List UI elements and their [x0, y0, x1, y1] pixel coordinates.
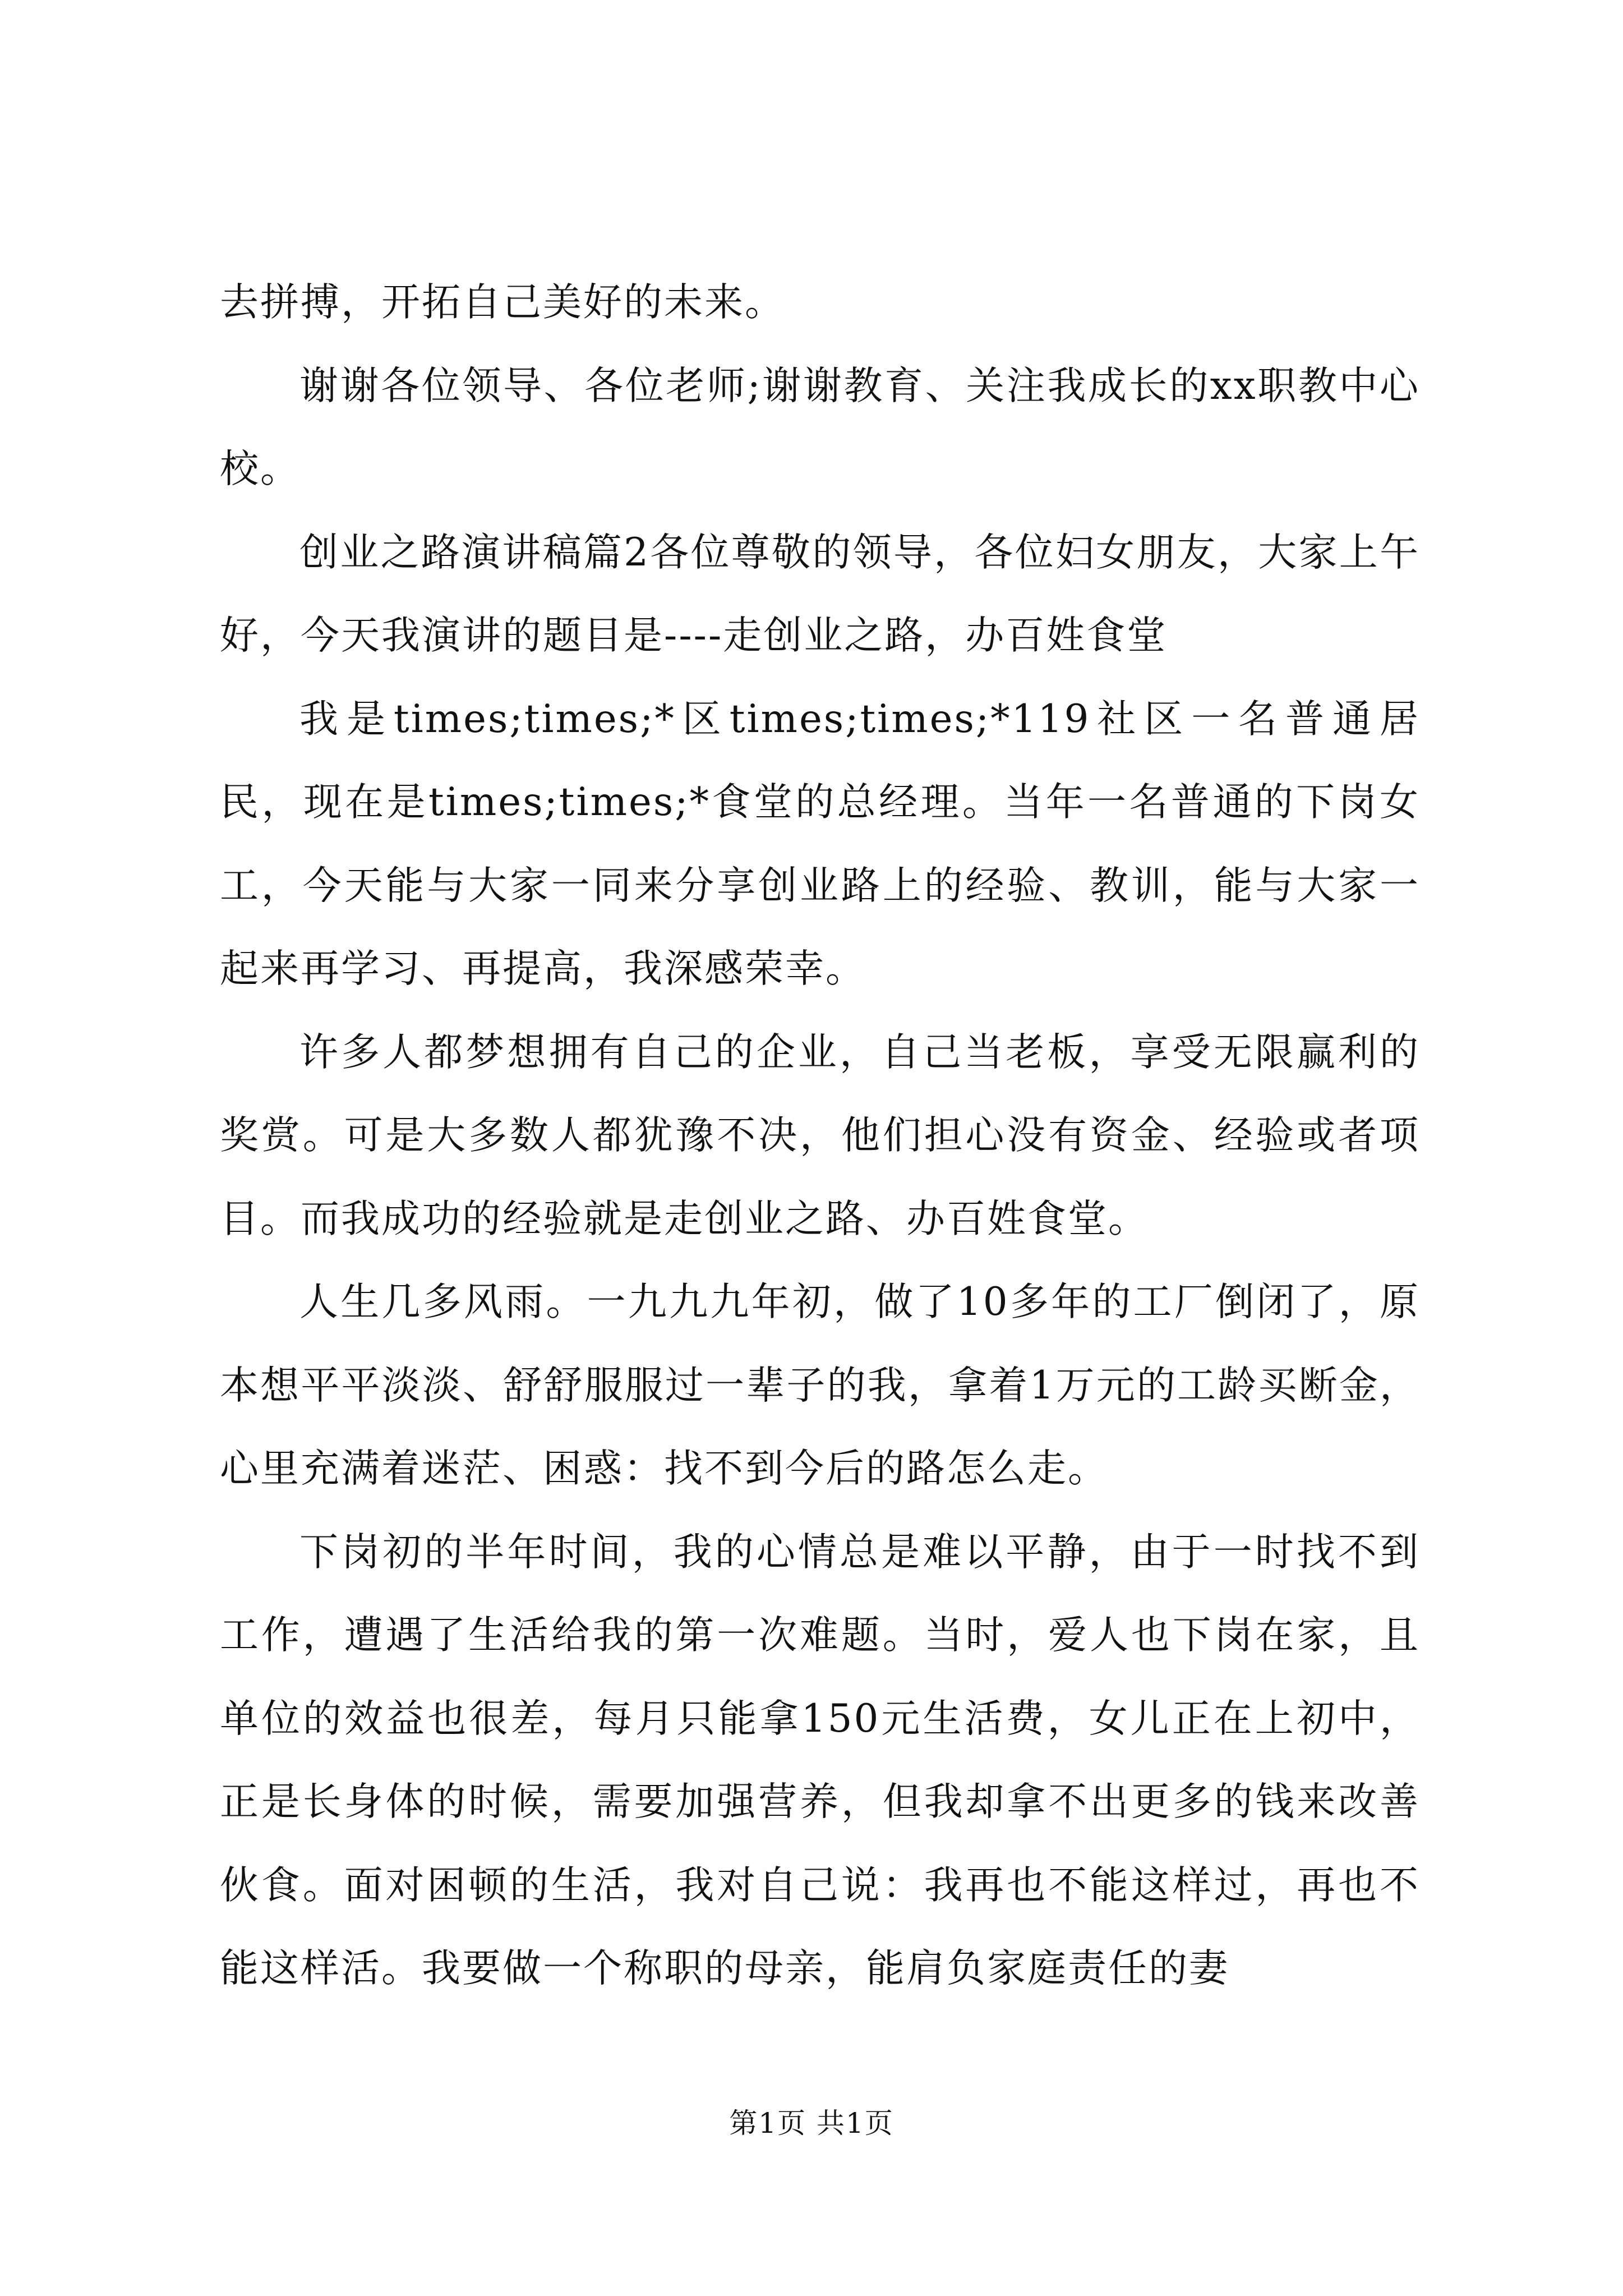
paragraph-6: 人生几多风雨。一九九九年初，做了10多年的工厂倒闭了，原本想平平淡淡、舒舒服服过一辈子的我，拿着1万元的工龄买断金，心里充满着迷茫、困惑：找不到今后的路怎么走。 — [220, 1280, 1420, 1491]
paragraph-3: 创业之路演讲稿篇2各位尊敬的领导，各位妇女朋友，大家上午好，今天我演讲的题目是----走创业之路，办百姓食堂 — [220, 530, 1420, 658]
paragraph-5: 许多人都梦想拥有自己的企业，自己当老板，享受无限赢利的奖赏。可是大多数人都犹豫不决，他们担心没有资金、经验或者项目。而我成功的经验就是走创业之路、办百姓食堂。 — [220, 1029, 1420, 1241]
paragraph-1: 去拼搏，开拓自己美好的未来。 — [220, 280, 785, 325]
paragraph-7: 下岗初的半年时间，我的心情总是难以平静，由于一时找不到工作，遭遇了生活给我的第一次难题。当时，爱人也下岗在家，且单位的效益也很差，每月只能拿150元生活费，女儿正在上初中，正是长身体的时候，需要加强营养，但我却拿不出更多的钱来改善伙食。面对困顿的生活，我对自己说：我再也不能这样过，再也不能这样活。我要做一个称职的母亲，能肩负家庭责任的妻 — [220, 1529, 1420, 1991]
page-number-footer: 第1页 共1页 — [729, 2107, 894, 2139]
paragraph-4: 我是times;times;*区times;times;*119社区一名普通居民，现在是times;times;*食堂的总经理。当年一名普通的下岗女工，今天能与大家一同来分享创业路上的经验、教训，能与大家一起来再学习、再提高，我深感荣幸。 — [220, 696, 1420, 991]
paragraph-2: 谢谢各位领导、各位老师;谢谢教育、关注我成长的xx职教中心校。 — [220, 363, 1420, 491]
body-text — [220, 261, 1420, 2010]
